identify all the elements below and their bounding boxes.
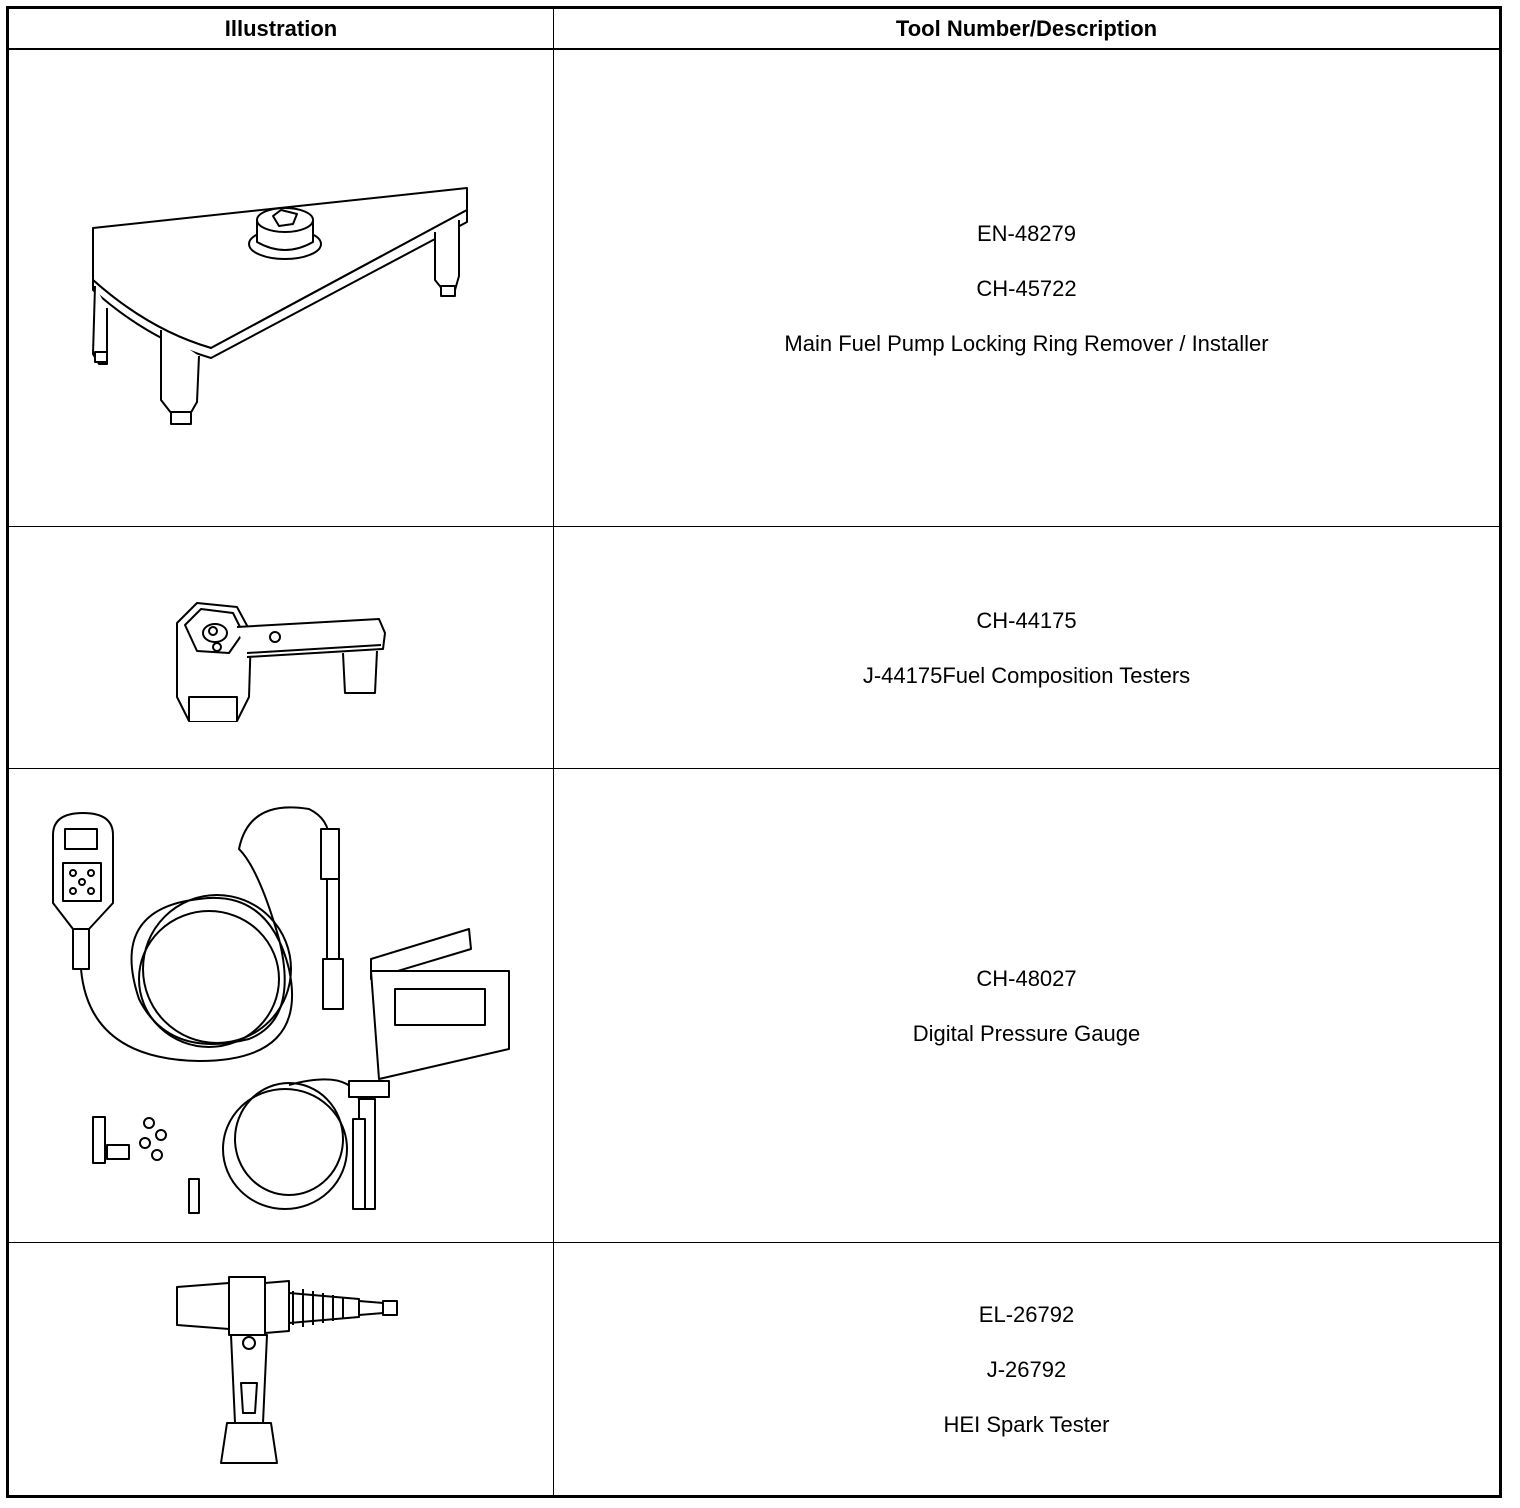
tool-number: CH-48027: [976, 965, 1077, 991]
illustration-cell: [9, 50, 553, 526]
table-row: [9, 50, 1499, 526]
hei-spark-tester-image: [169, 1273, 409, 1473]
table-row: [9, 1243, 1499, 1495]
tool-description: Digital Pressure Gauge: [912, 1020, 1141, 1046]
tool-number: EN-48279: [976, 220, 1077, 246]
description-cell: [554, 527, 1499, 768]
tool-number: EL-26792: [978, 1301, 1075, 1327]
tool-number: CH-45722: [976, 275, 1077, 301]
tool-description: J-44175Fuel Composition Testers: [862, 662, 1191, 688]
illustration-cell: [9, 1243, 553, 1495]
table-row: [9, 769, 1499, 1242]
header-illustration: Illustration: [224, 15, 338, 41]
locking-ring-remover-installer-image: [79, 180, 479, 440]
illustration-cell: [9, 527, 553, 768]
tool-description: Main Fuel Pump Locking Ring Remover / Installer: [784, 330, 1269, 356]
digital-pressure-gauge-kit-image: [49, 799, 519, 1229]
fuel-composition-tester-image: [167, 593, 397, 723]
description-cell: [554, 50, 1499, 526]
tool-table: [6, 6, 1502, 1498]
tool-number: CH-44175: [976, 607, 1077, 633]
description-cell: [554, 1243, 1499, 1495]
table-row: [9, 527, 1499, 768]
tool-description: HEI Spark Tester: [943, 1411, 1110, 1437]
tool-number: J-26792: [986, 1356, 1067, 1382]
description-cell: [554, 769, 1499, 1242]
header-tool-number-description: Tool Number/Description: [895, 15, 1158, 41]
illustration-cell: [9, 769, 553, 1242]
